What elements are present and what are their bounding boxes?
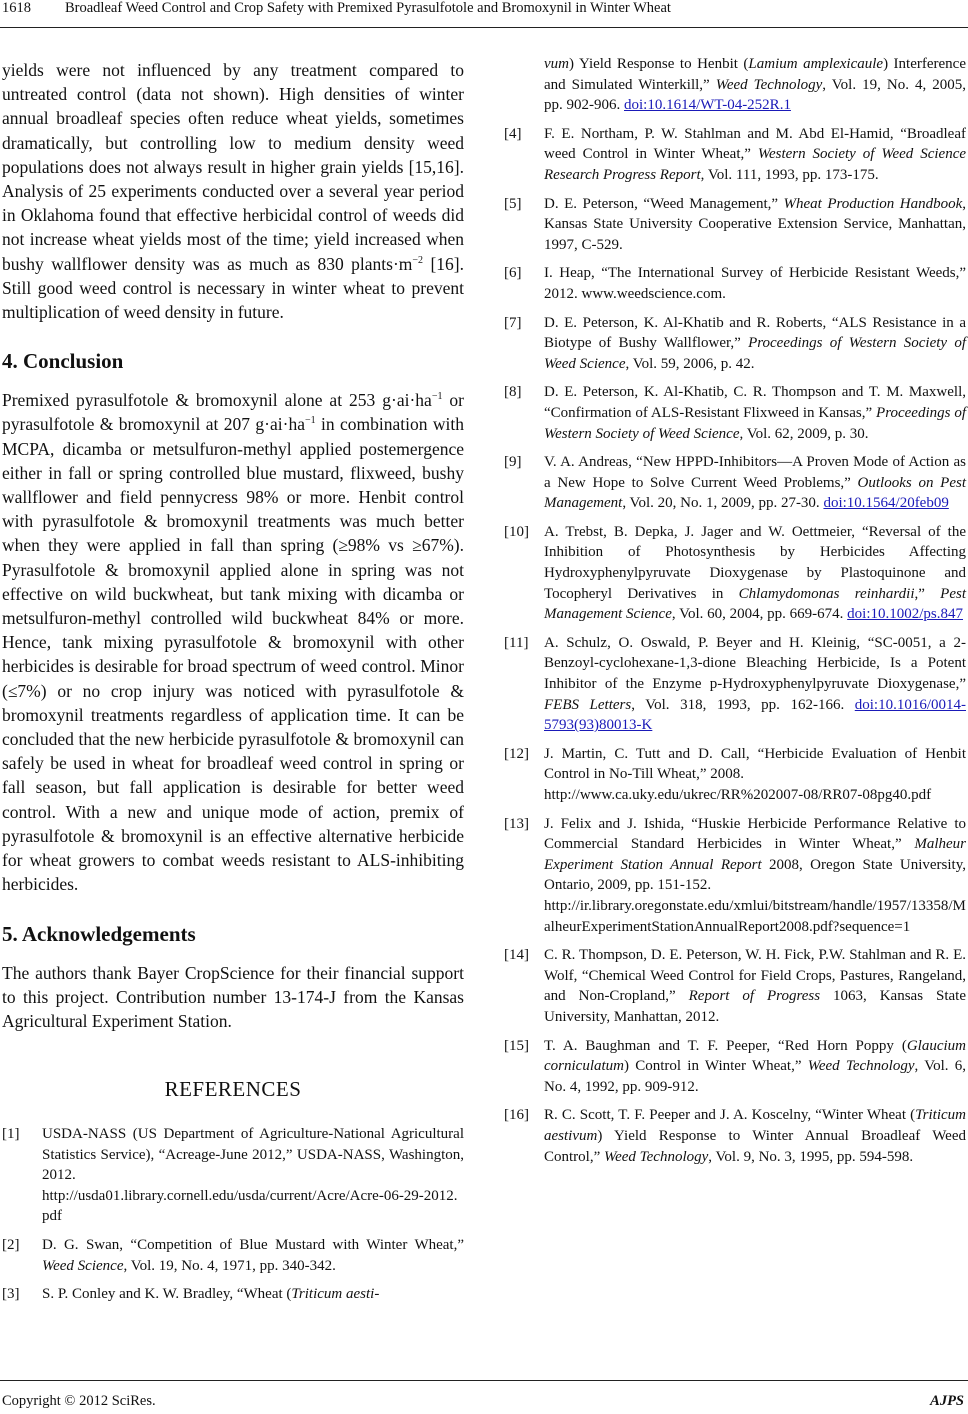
- reference-6: [6] I. Heap, “The International Survey of Herbicide Resistant Weeds,” 2012. www.weedscience.com.: [504, 265, 966, 302]
- reference-4: [4] F. E. Northam, P. W. Stahlman and M. Abd El-Hamid, “Broadleaf weed Control in Winter Wheat,” Western Society of Weed Science Research Progress Report, Vol. 111, 1993, pp. 173-175.: [504, 125, 967, 183]
- running-title: Broadleaf Weed Control and Crop Safety with Premixed Pyrasulfotole and Bromoxynil in Winter Wheat: [65, 0, 671, 16]
- reference-url: http://usda01.library.cornell.edu/usda/current/Acre/Acre-06-29-2012.pdf: [42, 1187, 458, 1225]
- reference-15: [15] T. A. Baughman and T. F. Peeper, “Red Horn Poppy (Glaucium corniculatum) Control in Winter Wheat,” Weed Technology, Vol. 6, No. 4, 1992, pp. 909-912.: [504, 1037, 966, 1095]
- running-header: [0, 0, 968, 28]
- doi-link[interactable]: doi:10.1002/ps.847: [847, 606, 963, 623]
- reference-13: [13] J. Felix and J. Ishida, “Huskie Herbicide Performance Relative to Commercial Standard Herbicides in Winter Wheat,” Malheur Experiment Station Annual Report 2008, Oregon State University, Ontario, 2009, pp. 151-152. http://ir.library.oregonstate.edu/xmlui/bitstream/handle/1957/13358/MalheurExperimentStationAnnualReport2008.pdf?sequence=1: [504, 814, 966, 938]
- conclusion-heading: 4. Conclusion: [2, 349, 124, 374]
- reference-11: [11] A. Schulz, O. Oswald, P. Beyer and H. Kleinig, “SC-0051, a 2-Benzoyl-cyclohexane-1,3-dione Bleaching Herbicide, Is a Potent Inhibitor of the Enzyme p-Hydroxyphenylpyruvate Dioxygenase,” FEBS Letters, Vol. 318, 1993, pp. 162-166. doi:10.1016/0014-5793(93)80013-K: [504, 634, 966, 734]
- reference-url: http://www.ca.uky.edu/ukrec/RR%202007-08/RR07-08pg40.pdf: [544, 787, 932, 803]
- reference-14: [14] C. R. Thompson, D. E. Peterson, W. H. Fick, P.W. Stahlman and R. E. Wolf, “Chemical Weed Control for Field Crops, Pastures, Rangeland, and Non-Cropland,” Report of Progress 1063, Kansas State University, Manhattan, 2012.: [504, 947, 966, 1025]
- reference-12: [12] J. Martin, C. Tutt and D. Call, “Herbicide Evaluation of Henbit Control in No-Till Wheat,” 2008. http://www.ca.uky.edu/ukrec/RR%202007-08/RR07-08pg40.pdf: [504, 744, 966, 806]
- references-heading: REFERENCES: [164, 1077, 302, 1102]
- reference-16: [16] R. C. Scott, T. F. Peeper and J. A. Koscelny, “Winter Wheat (Triticum aestivum) Yield Response to Winter Annual Broadleaf Weed Control,” Weed Technology, Vol. 9, No. 3, 1995, pp. 594-598.: [504, 1107, 966, 1165]
- doi-link[interactable]: doi:10.1564/20feb09: [823, 495, 949, 512]
- results-paragraph: yields were not influenced by any treatment compared to untreated control (data not shown). High densities of winter annual broadleaf species often reduce wheat yields, sometimes dramatically, but controlling low to medium density weed populations does not always result in higher grain yields [15,16]. Analysis of 25 experiments conducted over a several year period in Oklahoma found that effective herbicidal control of weeds did not increase wheat yields most of the time; yield increased when bushy wallflower density was as much as 830 $plants\cdot m^{-2}$ [16]. Still good weed control is necessary in winter wheat to prevent multiplication of weed density in future.: [2, 60, 465, 323]
- reference-10: [10] A. Trebst, B. Depka, J. Jager and W. Oettmeier, “Reversal of the Inhibition of Photosynthesis by Herbicides Affecting Hydroxyphenylpyruvate Dioxygenase by Plastoquinone and Tocopheryl Derivatives in Chlamydomonas reinhardii,” Pest Management Science, Vol. 60, 2004, pp. 669-674. doi:10.1002/ps.847: [504, 523, 966, 623]
- acknowledgements-heading: 5. Acknowledgements: [2, 921, 196, 946]
- conclusion-paragraph: Premixed pyrasulfotole & bromoxynil alone at 253 $g\cdot ai\cdot ha^{-1}$ or pyrasulfotole & bromoxynil at 207 $g\cdot ai\cdot ha^{-1}$ in combination with MCPA, dicamba or metsulfuron-methyl applied postemergence either in fall or spring controlled blue mustard, flixweed, bushy wallflower and field pennycress 98% or more. Henbit control with pyrasulfotole & bromoxynil treatments was much better when they were applied in fall than spring (≥98% vs ≥67%). Pyrasulfotole & bromoxynil applied alone in spring was not effective on wild buckwheat, but tank mixing with dicamba or metsulfuron-methyl controlled wild buckwheat 84% or more. Hence, tank mixing pyrasulfotole & bromoxynil with other herbicides is desirable for broad spectrum of weed control. Minor (≤7%) or no crop injury was noticed with pyrasulfotole & bromoxynil treatments regardless of application time. It can be concluded that the new herbicide pyrasulfotole & bromoxynil can safely be used in wheat for broadleaf weed control in spring or fall season, but fall application is desirable for better weed control. With a new and unique mode of action, premix of pyrasulfotole & bromoxynil is an effective alternative herbicide for wheat growers to combat weeds resistant to ALS-inhibiting herbicides.: [2, 390, 465, 895]
- reference-7: [7] D. E. Peterson, K. Al-Khatib and R. Roberts, “ALS Resistance in a Biotype of Bushy Wallflower,” Proceedings of Western Society of Weed Science, Vol. 59, 2006, p. 42.: [504, 314, 966, 372]
- reference-1: [1] USDA-NASS (US Department of Agriculture-National Agricultural Statistics Service), “Acreage-June 2012,” USDA-NASS, Washington, 2012. http://usda01.library.cornell.edu/usda/current/Acre/Acre-06-29-2012.pdf: [2, 1124, 464, 1227]
- reference-2: [2] D. G. Swan, “Competition of Blue Mustard with Winter Wheat,” Weed Science, Vol. 19, No. 4, 1971, pp. 340-342.: [2, 1237, 464, 1274]
- doi-link[interactable]: doi:10.1016/0014-5793(93)80013-K: [544, 696, 966, 734]
- right-column: [504, 54, 966, 1167]
- acknowledgements-paragraph: The authors thank Bayer CropScience for their financial support to this project. Contribution number 13-174-J from the Kansas Agricultural Experiment Station.: [2, 962, 464, 1031]
- reference-5: [5] D. E. Peterson, “Weed Management,” Wheat Production Handbook, Kansas State University Cooperative Extension Service, Manhattan, 1997, C-529.: [504, 195, 966, 253]
- reference-8: [8] D. E. Peterson, K. Al-Khatib, C. R. Thompson and T. M. Maxwell, “Confirmation of ALS-Resistant Flixweed in Kansas,” Proceedings of Western Society of Weed Science, Vol. 62, 2009, p. 30.: [504, 384, 967, 442]
- reference-url: http://ir.library.oregonstate.edu/xmlui/bitstream/handle/1957/13358/MalheurExperimentStationAnnualReport2008.pdf?sequence=1: [544, 897, 966, 935]
- journal-abbrev: AJPS: [930, 1393, 964, 1409]
- reference-3-start: [3] S. P. Conley and K. W. Bradley, “Wheat (Triticum aesti-: [2, 1286, 380, 1303]
- reference-9: [9] V. A. Andreas, “New HPPD-Inhibitors—A Proven Mode of Action as a New Hope to Solve Current Weed Problems,” Outlooks on Pest Management, Vol. 20, No. 1, 2009, pp. 27-30. doi:10.1564/20feb09: [504, 454, 966, 512]
- page-footer: [0, 1380, 968, 1414]
- copyright-notice: Copyright © 2012 SciRes.: [2, 1393, 156, 1409]
- page-number: 1618: [2, 0, 31, 16]
- reference-3-continued: vum) Yield Response to Henbit (Lamium amplexicaule) Interference and Simulated Winterkill,” Weed Technology, Vol. 19, No. 4, 2005, pp. 902-906. doi:10.1614/WT-04-252R.1: [544, 56, 966, 114]
- left-column: [2, 58, 464, 1305]
- doi-link[interactable]: doi:10.1614/WT-04-252R.1: [624, 97, 791, 114]
